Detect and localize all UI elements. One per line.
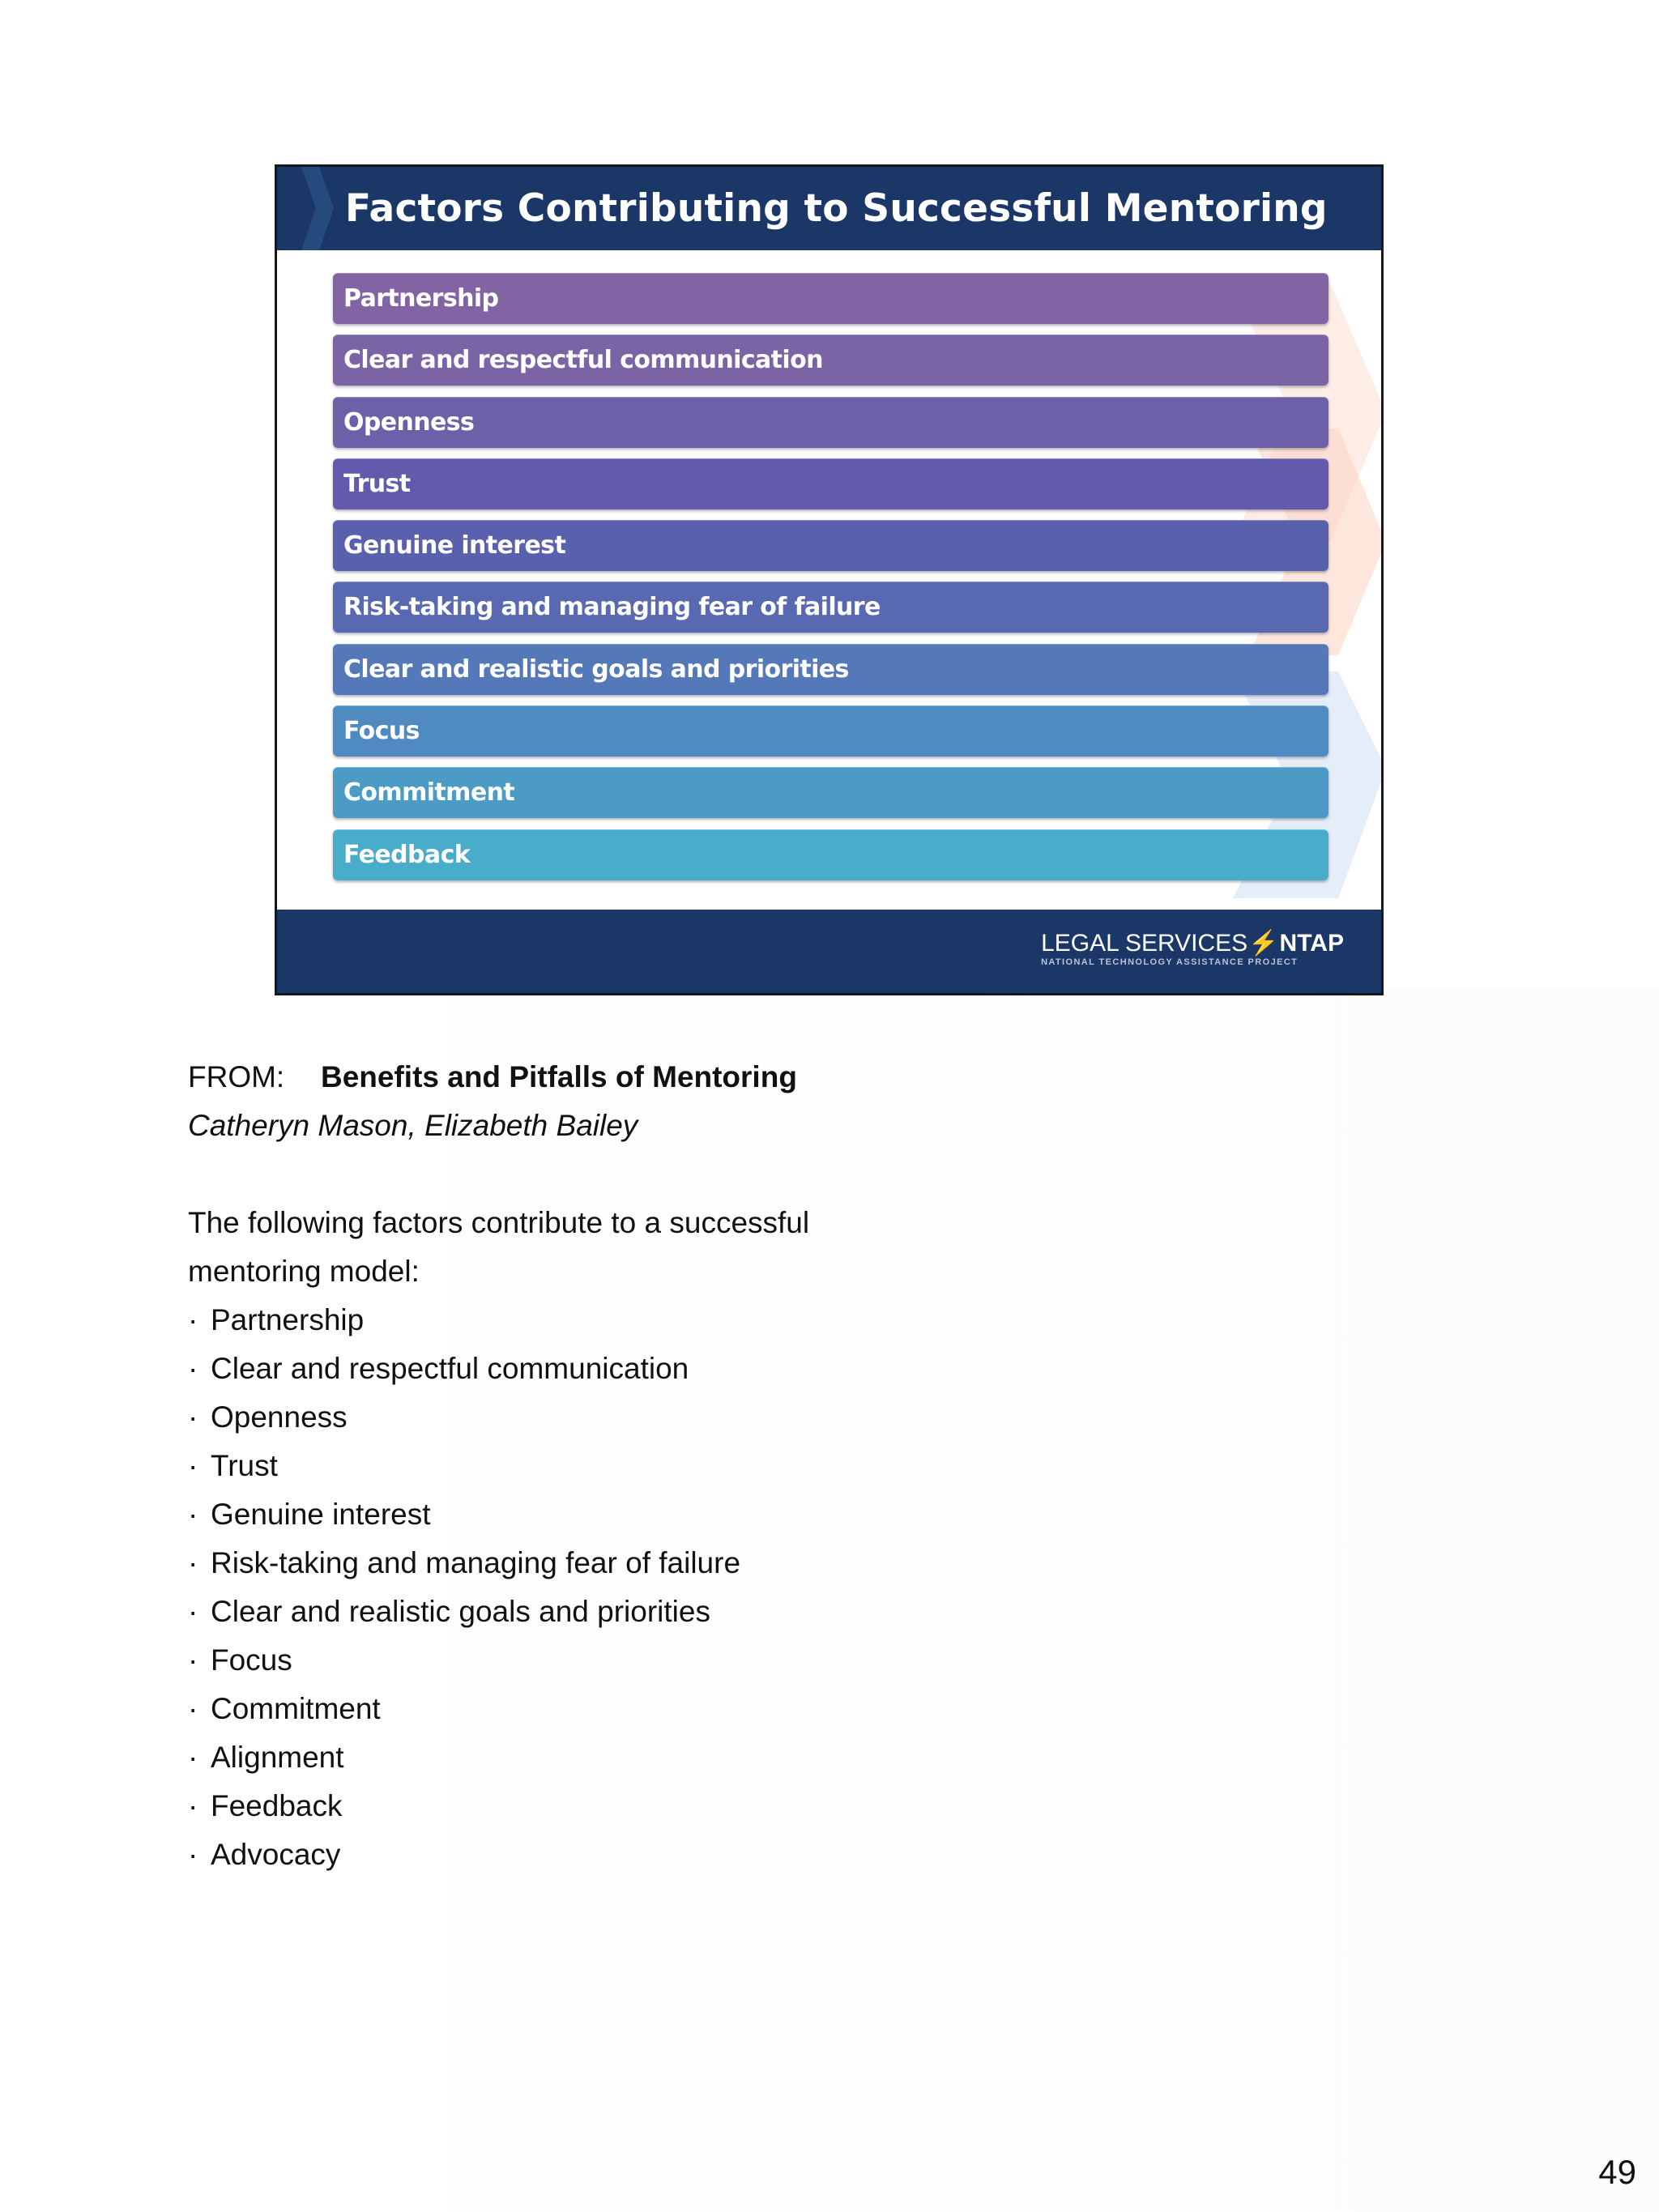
list-item-label: Focus	[211, 1643, 292, 1677]
bullet-icon: ·	[188, 1643, 198, 1677]
bullet-icon: ·	[188, 1595, 198, 1628]
factor-bar: Partnership	[333, 273, 1328, 324]
factor-bar: Openness	[333, 397, 1328, 448]
bullet-icon: ·	[188, 1741, 198, 1774]
logo-subtitle: NATIONAL TECHNOLOGY ASSISTANCE PROJECT	[1041, 957, 1299, 967]
list-item-label: Commitment	[211, 1692, 381, 1725]
factor-bar: Clear and respectful communication	[333, 335, 1328, 386]
bullet-icon: ·	[188, 1400, 198, 1434]
source-title: Benefits and Pitfalls of Mentoring	[321, 1060, 797, 1093]
authors: Catheryn Mason, Elizabeth Bailey	[188, 1109, 638, 1142]
bullet-icon: ·	[188, 1498, 198, 1531]
list-item	[188, 1296, 1160, 1345]
logo-main-text: LEGAL SERVICES	[1041, 930, 1248, 957]
bullet-icon: ·	[188, 1692, 198, 1725]
factor-bar: Clear and realistic goals and priorities	[333, 644, 1328, 695]
slide-image	[275, 164, 1384, 995]
list-item-label: Partnership	[211, 1303, 365, 1336]
factor-list	[333, 273, 1328, 891]
bullet-icon: ·	[188, 1789, 198, 1822]
notes-text	[188, 1053, 1160, 1879]
list-item-label: Alignment	[211, 1741, 344, 1774]
logo-text	[1041, 931, 1344, 957]
list-item	[188, 1539, 1160, 1588]
list-item	[188, 1685, 1160, 1733]
list-item-label: Clear and realistic goals and priorities	[211, 1595, 710, 1628]
factor-bar: Feedback	[333, 829, 1328, 880]
source-line	[188, 1053, 1160, 1102]
bullet-icon: ·	[188, 1546, 198, 1579]
list-item-label: Feedback	[211, 1789, 343, 1822]
bullet-icon: ·	[188, 1449, 198, 1482]
intro-line-2: mentoring model:	[188, 1255, 420, 1288]
lightning-bolt-icon: ⚡	[1248, 930, 1279, 957]
logo-brand-text: NTAP	[1279, 930, 1344, 957]
chevron-decor-icon	[301, 167, 334, 250]
spacer	[188, 1150, 1160, 1199]
list-item	[188, 1442, 1160, 1490]
list-item-label: Advocacy	[211, 1838, 341, 1871]
factor-bar: Focus	[333, 705, 1328, 757]
list-item	[188, 1782, 1160, 1831]
slide-title: Factors Contributing to Successful Mentoring	[345, 186, 1328, 231]
list-item	[188, 1588, 1160, 1636]
slide-footer	[277, 910, 1381, 993]
list-item	[188, 1490, 1160, 1539]
list-item	[188, 1733, 1160, 1782]
legal-services-ntap-logo	[1041, 931, 1344, 968]
factor-bar: Commitment	[333, 767, 1328, 818]
factor-bar: Trust	[333, 458, 1328, 509]
list-item-label: Openness	[211, 1400, 348, 1434]
list-item	[188, 1393, 1160, 1442]
factor-bar: Risk-taking and managing fear of failure	[333, 582, 1328, 633]
list-item-label: Trust	[211, 1449, 278, 1482]
from-label: FROM:	[188, 1060, 285, 1093]
intro-line-1: The following factors contribute to a successful	[188, 1206, 810, 1239]
list-item-label: Genuine interest	[211, 1498, 431, 1531]
list-item	[188, 1636, 1160, 1685]
list-item	[188, 1345, 1160, 1393]
factor-bar: Genuine interest	[333, 520, 1328, 571]
factor-bullet-list	[188, 1296, 1160, 1879]
list-item	[188, 1831, 1160, 1879]
list-item-label: Risk-taking and managing fear of failure	[211, 1546, 741, 1579]
page-number: 49	[1598, 2153, 1636, 2191]
bullet-icon: ·	[188, 1303, 198, 1336]
list-item-label: Clear and respectful communication	[211, 1352, 689, 1385]
bullet-icon: ·	[188, 1838, 198, 1871]
bullet-icon: ·	[188, 1352, 198, 1385]
slide-header	[277, 167, 1381, 250]
